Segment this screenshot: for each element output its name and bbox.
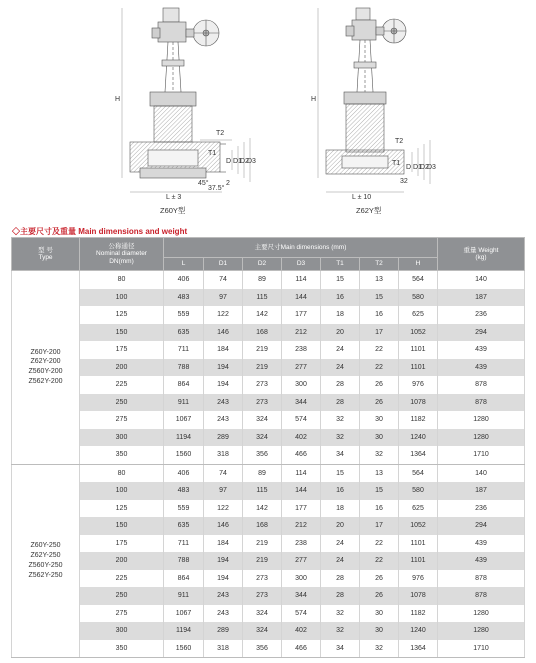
table-cell: 24 <box>321 341 360 359</box>
table-cell: 243 <box>204 605 243 623</box>
dim-c32-right: 32 <box>400 178 408 185</box>
table-cell: 559 <box>164 306 204 324</box>
dim-d3-left: D3 <box>247 158 256 165</box>
header-nominal-diameter: 公称通径 Nominal diameter DN(mm) <box>80 238 164 271</box>
table-cell: 28 <box>321 394 360 412</box>
table-cell: 1280 <box>438 622 525 640</box>
table-cell: 80 <box>80 271 164 289</box>
table-cell: 1101 <box>399 535 438 553</box>
table-cell: 13 <box>360 271 399 289</box>
table-cell: 878 <box>438 376 525 394</box>
type-cell <box>12 271 80 465</box>
type-label: Z560Y-200 <box>28 368 63 376</box>
subheader-t1: T1 <box>321 258 360 271</box>
table-cell: 273 <box>243 570 282 588</box>
table-cell: 114 <box>282 464 321 482</box>
table-cell: 1078 <box>399 394 438 412</box>
table-row <box>12 570 525 588</box>
type-label: Z562Y-250 <box>28 571 63 579</box>
table-cell: 324 <box>243 622 282 640</box>
table-cell: 1182 <box>399 411 438 429</box>
table-cell: 1052 <box>399 517 438 535</box>
table-cell: 30 <box>360 411 399 429</box>
table-cell: 356 <box>243 640 282 658</box>
table-cell: 275 <box>80 411 164 429</box>
table-cell: 34 <box>321 446 360 464</box>
table-cell: 976 <box>399 570 438 588</box>
table-cell: 788 <box>164 359 204 377</box>
table-cell: 1364 <box>399 640 438 658</box>
table-cell: 250 <box>80 587 164 605</box>
table-cell: 114 <box>282 271 321 289</box>
table-cell: 580 <box>399 289 438 307</box>
dim-h-right: H <box>311 96 317 103</box>
table-cell: 439 <box>438 359 525 377</box>
table-cell: 864 <box>164 570 204 588</box>
header-main-dimensions: 主要尺寸Main dimensions (mm) <box>164 238 438 258</box>
table-cell: 324 <box>243 605 282 623</box>
header-type: 型 号 Type <box>12 238 80 271</box>
table-cell: 300 <box>80 429 164 447</box>
table-cell: 1240 <box>399 429 438 447</box>
table-cell: 187 <box>438 289 525 307</box>
table-cell: 80 <box>80 464 164 482</box>
table-cell: 150 <box>80 324 164 342</box>
table-cell: 236 <box>438 306 525 324</box>
table-cell: 28 <box>321 570 360 588</box>
table-cell: 115 <box>243 289 282 307</box>
table-cell: 122 <box>204 500 243 518</box>
table-cell: 406 <box>164 464 204 482</box>
table-cell: 1101 <box>399 341 438 359</box>
table-cell: 350 <box>80 640 164 658</box>
table-cell: 146 <box>204 324 243 342</box>
table-cell: 142 <box>243 306 282 324</box>
table-cell: 194 <box>204 570 243 588</box>
dim-angle-left: 45° <box>198 180 209 187</box>
table-cell: 625 <box>399 306 438 324</box>
dim-d2-right: D2 <box>420 164 429 171</box>
table-cell: 24 <box>321 359 360 377</box>
table-cell: 125 <box>80 306 164 324</box>
table-cell: 97 <box>204 289 243 307</box>
table-cell: 564 <box>399 464 438 482</box>
table-cell: 22 <box>360 341 399 359</box>
caption-z60y: Z60Y型 <box>160 206 186 215</box>
dim-d1-left: D1 <box>233 158 242 165</box>
table-cell: 140 <box>438 271 525 289</box>
table-cell: 1067 <box>164 605 204 623</box>
dim-t1-left: T1 <box>208 150 217 157</box>
table-cell: 175 <box>80 341 164 359</box>
table-cell: 100 <box>80 289 164 307</box>
table-cell: 150 <box>80 517 164 535</box>
table-cell: 194 <box>204 376 243 394</box>
table-cell: 243 <box>204 394 243 412</box>
table-cell: 144 <box>282 289 321 307</box>
table-cell: 300 <box>282 376 321 394</box>
table-cell: 22 <box>360 359 399 377</box>
table-cell: 15 <box>360 289 399 307</box>
table-cell: 16 <box>360 306 399 324</box>
dim-d-left: D <box>226 158 232 165</box>
table-row <box>12 341 525 359</box>
table-cell: 483 <box>164 289 204 307</box>
table-cell: 1194 <box>164 429 204 447</box>
table-cell: 1240 <box>399 622 438 640</box>
table-cell: 466 <box>282 640 321 658</box>
table-cell: 243 <box>204 587 243 605</box>
table-cell: 911 <box>164 394 204 412</box>
table-cell: 184 <box>204 535 243 553</box>
table-cell: 580 <box>399 482 438 500</box>
subheader-d3: D3 <box>282 258 321 271</box>
dim-d1-right: D1 <box>413 164 422 171</box>
table-cell: 15 <box>360 482 399 500</box>
table-cell: 976 <box>399 376 438 394</box>
type-label: Z62Y-250 <box>30 551 61 559</box>
table-cell: 26 <box>360 394 399 412</box>
table-cell: 324 <box>243 429 282 447</box>
table-cell: 1078 <box>399 587 438 605</box>
table-cell: 1052 <box>399 324 438 342</box>
table-cell: 89 <box>243 271 282 289</box>
table-row <box>12 324 525 342</box>
table-cell: 324 <box>243 411 282 429</box>
table-cell: 344 <box>282 394 321 412</box>
table-cell: 236 <box>438 500 525 518</box>
subheader-t2: T2 <box>360 258 399 271</box>
subheader-d2: D2 <box>243 258 282 271</box>
table-cell: 168 <box>243 324 282 342</box>
table-cell: 1280 <box>438 411 525 429</box>
table-cell: 30 <box>360 605 399 623</box>
dim-slope-left: 37.5° <box>208 185 225 192</box>
table-row <box>12 552 525 570</box>
table-cell: 15 <box>321 464 360 482</box>
table-cell: 32 <box>321 622 360 640</box>
table-cell: 238 <box>282 535 321 553</box>
table-cell: 194 <box>204 552 243 570</box>
dim-l-left: L ± 3 <box>166 194 182 201</box>
table-cell: 212 <box>282 324 321 342</box>
section-title: ◇主要尺寸及重量 Main dimensions and weight <box>12 227 188 236</box>
table-cell: 30 <box>360 429 399 447</box>
table-cell: 289 <box>204 622 243 640</box>
table-row <box>12 517 525 535</box>
table-cell: 168 <box>243 517 282 535</box>
table-cell: 294 <box>438 324 525 342</box>
table-cell: 574 <box>282 605 321 623</box>
table-cell: 1101 <box>399 552 438 570</box>
table-row <box>12 289 525 307</box>
table-cell: 878 <box>438 394 525 412</box>
table-cell: 1182 <box>399 605 438 623</box>
table-row <box>12 535 525 553</box>
dimensions-table <box>11 237 525 658</box>
table-cell: 273 <box>243 394 282 412</box>
table-cell: 212 <box>282 517 321 535</box>
table-cell: 18 <box>321 500 360 518</box>
table-cell: 140 <box>438 464 525 482</box>
table-cell: 187 <box>438 482 525 500</box>
table-cell: 250 <box>80 394 164 412</box>
table-cell: 1067 <box>164 411 204 429</box>
table-cell: 26 <box>360 570 399 588</box>
table-cell: 122 <box>204 306 243 324</box>
table-cell: 238 <box>282 341 321 359</box>
table-cell: 439 <box>438 535 525 553</box>
table-row <box>12 359 525 377</box>
table-row <box>12 605 525 623</box>
dim-d-right: D <box>406 164 412 171</box>
table-cell: 30 <box>360 622 399 640</box>
table-cell: 16 <box>321 289 360 307</box>
table-cell: 318 <box>204 640 243 658</box>
table-cell: 144 <box>282 482 321 500</box>
table-cell: 402 <box>282 429 321 447</box>
table-cell: 28 <box>321 376 360 394</box>
subheader-d1: D1 <box>204 258 243 271</box>
table-cell: 711 <box>164 341 204 359</box>
table-cell: 878 <box>438 587 525 605</box>
table-row <box>12 306 525 324</box>
table-row <box>12 446 525 464</box>
table-cell: 277 <box>282 552 321 570</box>
table-cell: 483 <box>164 482 204 500</box>
table-cell: 146 <box>204 517 243 535</box>
table-cell: 24 <box>321 535 360 553</box>
table-cell: 300 <box>282 570 321 588</box>
table-cell: 439 <box>438 341 525 359</box>
table-row <box>12 587 525 605</box>
table-cell: 466 <box>282 446 321 464</box>
table-cell: 219 <box>243 359 282 377</box>
type-label: Z60Y-250 <box>30 542 61 550</box>
table-cell: 294 <box>438 517 525 535</box>
table-cell: 1710 <box>438 446 525 464</box>
table-cell: 115 <box>243 482 282 500</box>
type-label: Z562Y-200 <box>28 378 63 386</box>
table-cell: 225 <box>80 570 164 588</box>
dim-t1-right: T1 <box>392 160 401 167</box>
dim-l-right: L ± 10 <box>352 194 372 201</box>
table-cell: 635 <box>164 324 204 342</box>
table-cell: 1560 <box>164 640 204 658</box>
table-cell: 24 <box>321 552 360 570</box>
table-cell: 177 <box>282 306 321 324</box>
table-cell: 200 <box>80 552 164 570</box>
table-cell: 864 <box>164 376 204 394</box>
dim-h-left: H <box>115 96 121 103</box>
dim-d2-left: D2 <box>240 158 249 165</box>
table-cell: 18 <box>321 306 360 324</box>
table-row <box>12 482 525 500</box>
table-cell: 17 <box>360 517 399 535</box>
table-cell: 564 <box>399 271 438 289</box>
table-cell: 406 <box>164 271 204 289</box>
table-cell: 100 <box>80 482 164 500</box>
table-cell: 300 <box>80 622 164 640</box>
table-cell: 142 <box>243 500 282 518</box>
table-cell: 1194 <box>164 622 204 640</box>
table-cell: 243 <box>204 411 243 429</box>
table-cell: 184 <box>204 341 243 359</box>
table-cell: 17 <box>360 324 399 342</box>
table-cell: 439 <box>438 552 525 570</box>
table-cell: 1280 <box>438 429 525 447</box>
table-cell: 28 <box>321 587 360 605</box>
valve-drawings <box>0 0 536 222</box>
table-cell: 34 <box>321 640 360 658</box>
table-cell: 125 <box>80 500 164 518</box>
table-cell: 32 <box>321 429 360 447</box>
table-cell: 1280 <box>438 605 525 623</box>
table-cell: 26 <box>360 376 399 394</box>
table-cell: 711 <box>164 535 204 553</box>
table-cell: 32 <box>321 411 360 429</box>
table-cell: 289 <box>204 429 243 447</box>
table-cell: 16 <box>360 500 399 518</box>
table-cell: 13 <box>360 464 399 482</box>
type-cell <box>12 464 80 658</box>
table-cell: 200 <box>80 359 164 377</box>
table-row <box>12 376 525 394</box>
table-cell: 194 <box>204 359 243 377</box>
table-cell: 177 <box>282 500 321 518</box>
table-cell: 277 <box>282 359 321 377</box>
table-row <box>12 271 525 289</box>
table-cell: 559 <box>164 500 204 518</box>
header-weight: 重量 Weight (kg) <box>438 238 525 271</box>
table-cell: 273 <box>243 587 282 605</box>
caption-z62y: Z62Y型 <box>356 206 382 215</box>
table-cell: 356 <box>243 446 282 464</box>
table-cell: 32 <box>360 640 399 658</box>
table-row <box>12 429 525 447</box>
type-label: Z62Y-200 <box>30 358 61 366</box>
type-label: Z560Y-250 <box>28 561 63 569</box>
type-label: Z60Y-200 <box>30 348 61 356</box>
dim-t2-right: T2 <box>395 138 404 145</box>
table-cell: 32 <box>360 446 399 464</box>
table-cell: 20 <box>321 517 360 535</box>
table-cell: 878 <box>438 570 525 588</box>
table-cell: 402 <box>282 622 321 640</box>
table-cell: 625 <box>399 500 438 518</box>
table-cell: 911 <box>164 587 204 605</box>
table-cell: 15 <box>321 271 360 289</box>
table-cell: 22 <box>360 535 399 553</box>
table-row <box>12 622 525 640</box>
dim-d3-right: D3 <box>427 164 436 171</box>
table-row <box>12 411 525 429</box>
table-cell: 275 <box>80 605 164 623</box>
table-cell: 1560 <box>164 446 204 464</box>
table-cell: 74 <box>204 464 243 482</box>
table-cell: 219 <box>243 535 282 553</box>
table-row <box>12 464 525 482</box>
subheader-l: L <box>164 258 204 271</box>
table-cell: 16 <box>321 482 360 500</box>
table-cell: 22 <box>360 552 399 570</box>
dim-t2-left: T2 <box>216 130 225 137</box>
table-cell: 219 <box>243 341 282 359</box>
table-row <box>12 500 525 518</box>
table-cell: 32 <box>321 605 360 623</box>
table-row <box>12 394 525 412</box>
table-cell: 26 <box>360 587 399 605</box>
table-cell: 97 <box>204 482 243 500</box>
table-cell: 175 <box>80 535 164 553</box>
table-cell: 574 <box>282 411 321 429</box>
table-cell: 74 <box>204 271 243 289</box>
table-cell: 89 <box>243 464 282 482</box>
table-cell: 788 <box>164 552 204 570</box>
table-cell: 20 <box>321 324 360 342</box>
table-cell: 1364 <box>399 446 438 464</box>
table-cell: 1101 <box>399 359 438 377</box>
table-row <box>12 640 525 658</box>
table-cell: 219 <box>243 552 282 570</box>
table-cell: 225 <box>80 376 164 394</box>
table-cell: 350 <box>80 446 164 464</box>
dim-c2-left: 2 <box>226 180 230 187</box>
table-cell: 344 <box>282 587 321 605</box>
table-cell: 273 <box>243 376 282 394</box>
table-cell: 1710 <box>438 640 525 658</box>
table-cell: 318 <box>204 446 243 464</box>
table-cell: 635 <box>164 517 204 535</box>
subheader-h: H <box>399 258 438 271</box>
